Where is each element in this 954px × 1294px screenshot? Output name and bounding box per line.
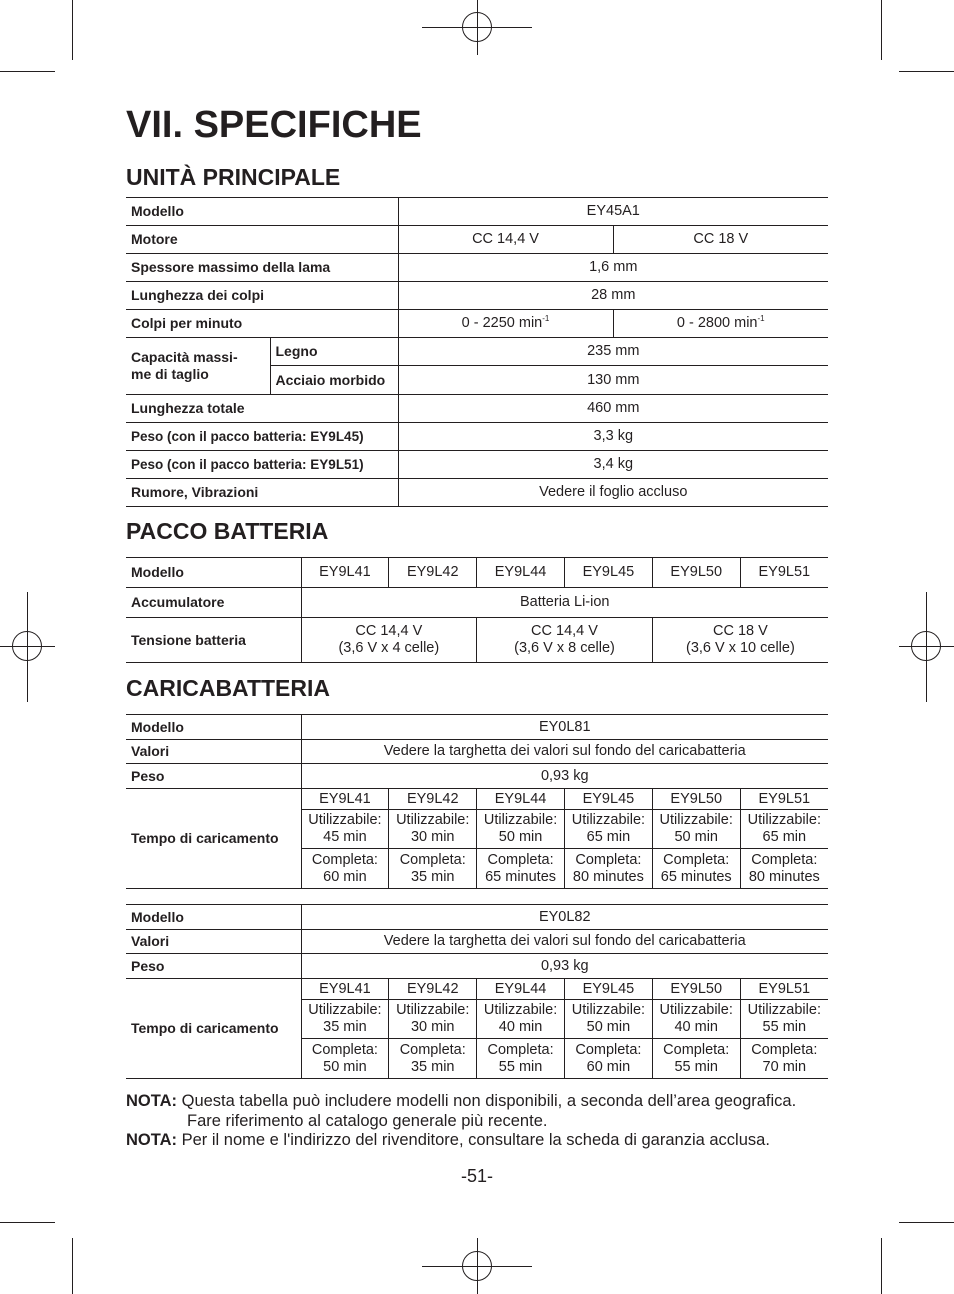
cell-value: EY9L42	[389, 558, 477, 588]
complete-time: 65 minutes	[660, 868, 732, 885]
charger-table-ey0l82	[126, 904, 828, 1079]
cell-value	[564, 1000, 652, 1039]
usable-prefix: Utilizzabile:	[396, 1002, 470, 1018]
complete-prefix: Completa:	[751, 1041, 818, 1058]
row-label: Rumore, Vibrazioni	[126, 479, 398, 507]
table-row	[126, 954, 828, 979]
cell-value: EY9L42	[389, 979, 477, 1000]
table-row	[126, 789, 828, 810]
usable-time: 50 min	[586, 1019, 631, 1035]
row-label: Modello	[126, 558, 301, 588]
cells: (3,6 V x 4 celle)	[338, 640, 440, 656]
cell-value	[652, 849, 740, 889]
usable-prefix: Utilizzabile:	[483, 812, 558, 828]
battery-table	[126, 557, 828, 663]
cell-value	[477, 1000, 565, 1039]
voltage: CC 18 V	[713, 623, 768, 639]
row-label: Valori	[126, 930, 301, 954]
row-label: Tempo di caricamento	[126, 979, 301, 1079]
cell-value	[564, 810, 652, 849]
table-row	[126, 254, 828, 282]
note-text: Per il nome e l'indirizzo del rivenditore, consultare la scheda di garanzia acclusa.	[181, 1131, 770, 1149]
complete-time: 70 min	[762, 1058, 807, 1075]
table-row	[126, 740, 828, 764]
row-label: Tempo di caricamento	[126, 789, 301, 889]
usable-prefix: Utilizzabile:	[659, 1002, 733, 1018]
main-unit-table	[126, 197, 828, 507]
row-label: Accumulatore	[126, 588, 301, 618]
cell-value	[398, 310, 613, 338]
charger-table-ey0l81	[126, 714, 828, 889]
usable-time: 50 min	[674, 829, 718, 845]
row-label: Valori	[126, 740, 301, 764]
row-label: Lunghezza dei colpi	[126, 282, 398, 310]
cell-value: EY45A1	[398, 198, 828, 226]
usable-time: 65 min	[586, 829, 631, 845]
complete-time: 65 minutes	[485, 868, 557, 885]
table-row	[126, 764, 828, 789]
cell-value: Vedere la targhetta dei valori sul fondo del caricabatteria	[301, 930, 828, 954]
cell-value	[477, 1039, 565, 1079]
row-label: Modello	[126, 198, 398, 226]
complete-prefix: Completa:	[663, 851, 730, 868]
row-sublabel: Legno	[270, 338, 398, 366]
note-label: NOTA:	[126, 1131, 178, 1149]
table-row	[126, 198, 828, 226]
table-row	[126, 588, 828, 618]
battery-heading: PACCO BATTERIA	[126, 518, 329, 544]
table-row	[126, 282, 828, 310]
cell-value	[389, 849, 477, 889]
cell-value	[301, 810, 389, 849]
note-2	[126, 1131, 770, 1150]
cell-value	[389, 1039, 477, 1079]
spm-value: 0 - 2250 min	[461, 315, 543, 331]
complete-time: 35 min	[410, 1058, 455, 1075]
note-1	[126, 1092, 796, 1111]
complete-time: 80 minutes	[748, 868, 820, 885]
complete-time: 80 minutes	[572, 868, 644, 885]
row-label: Colpi per minuto	[126, 310, 398, 338]
cell-value	[389, 810, 477, 849]
row-sublabel: Acciaio morbido	[270, 366, 398, 395]
table-row	[126, 451, 828, 479]
row-label: Modello	[126, 905, 301, 930]
row-label: Peso	[126, 764, 301, 789]
cell-value	[740, 849, 828, 889]
cell-value	[389, 1000, 477, 1039]
complete-prefix: Completa:	[399, 851, 466, 868]
complete-prefix: Completa:	[487, 851, 554, 868]
complete-prefix: Completa:	[311, 851, 378, 868]
row-label: Lunghezza totale	[126, 395, 398, 423]
cell-value	[564, 849, 652, 889]
cell-value: EY9L44	[477, 979, 565, 1000]
complete-prefix: Completa:	[575, 1041, 642, 1058]
cell-value: 3,3 kg	[398, 423, 828, 451]
cell-value	[740, 1000, 828, 1039]
cell-value	[652, 1039, 740, 1079]
voltage: CC 14,4 V	[531, 623, 598, 639]
main-unit-heading: UNITÀ PRINCIPALE	[126, 164, 341, 190]
exponent: -1	[757, 314, 765, 323]
row-label: Peso (con il pacco batteria: EY9L45)	[126, 423, 398, 451]
table-row	[126, 395, 828, 423]
cell-value	[652, 618, 828, 663]
cell-value: EY9L44	[477, 558, 565, 588]
cell-value	[613, 310, 828, 338]
page-number: -51-	[460, 1166, 493, 1186]
row-label: Capacità massi-me di taglio	[126, 338, 270, 395]
cell-value: 0,93 kg	[301, 764, 828, 789]
usable-prefix: Utilizzabile:	[483, 1002, 558, 1018]
complete-time: 55 min	[674, 1058, 718, 1075]
complete-time: 60 min	[323, 868, 367, 885]
cell-value: EY9L51	[740, 979, 828, 1000]
usable-time: 50 min	[498, 829, 543, 845]
cell-value: EY9L45	[564, 979, 652, 1000]
row-label: Peso	[126, 954, 301, 979]
cell-value	[740, 810, 828, 849]
usable-time: 40 min	[498, 1019, 543, 1035]
voltage: CC 14,4 V	[355, 623, 423, 639]
cell-value	[477, 849, 565, 889]
table-row	[126, 618, 828, 663]
cell-value: EY9L41	[301, 979, 389, 1000]
usable-prefix: Utilizzabile:	[571, 1002, 646, 1018]
cell-value: 0,93 kg	[301, 954, 828, 979]
table-row	[126, 715, 828, 740]
complete-prefix: Completa:	[311, 1041, 378, 1058]
cell-value: EY9L41	[301, 789, 389, 810]
row-label: Peso (con il pacco batteria: EY9L51)	[126, 451, 398, 479]
cell-value: EY9L50	[652, 789, 740, 810]
cell-value: CC 14,4 V	[398, 226, 613, 254]
usable-prefix: Utilizzabile:	[396, 812, 470, 828]
cell-value: EY9L50	[652, 979, 740, 1000]
cells: (3,6 V x 8 celle)	[514, 640, 615, 656]
cell-value: EY0L81	[301, 715, 828, 740]
cell-value: EY9L41	[301, 558, 389, 588]
cell-value: EY0L82	[301, 905, 828, 930]
cell-value	[477, 810, 565, 849]
cell-value	[301, 1000, 389, 1039]
cell-value: EY9L45	[564, 789, 652, 810]
usable-time: 55 min	[762, 1019, 807, 1035]
charger-heading: CARICABATTERIA	[126, 675, 331, 701]
cell-value: EY9L45	[564, 558, 652, 588]
complete-prefix: Completa:	[399, 1041, 466, 1058]
usable-time: 65 min	[762, 829, 807, 845]
usable-prefix: Utilizzabile:	[747, 812, 821, 828]
cell-value: Vedere la targhetta dei valori sul fondo del caricabatteria	[301, 740, 828, 764]
cells: (3,6 V x 10 celle)	[686, 640, 795, 656]
cell-value: CC 18 V	[613, 226, 828, 254]
page-title: VII. SPECIFICHE	[126, 104, 422, 146]
cell-value: Batteria Li-ion	[301, 588, 828, 618]
usable-prefix: Utilizzabile:	[308, 1002, 382, 1018]
complete-time: 50 min	[323, 1058, 367, 1075]
spm-value: 0 - 2800 min	[676, 315, 758, 331]
table-row	[126, 558, 828, 588]
table-row	[126, 310, 828, 338]
usable-time: 30 min	[410, 829, 455, 845]
note-label: NOTA:	[126, 1092, 178, 1110]
cell-value	[740, 1039, 828, 1079]
complete-time: 55 min	[498, 1058, 543, 1075]
complete-prefix: Completa:	[487, 1041, 554, 1058]
cell-value: EY9L51	[740, 789, 828, 810]
table-row	[126, 905, 828, 930]
cell-value	[301, 618, 477, 663]
table-row	[126, 930, 828, 954]
exponent: -1	[542, 314, 550, 323]
row-label: Tensione batteria	[126, 618, 301, 663]
usable-prefix: Utilizzabile:	[308, 812, 382, 828]
cell-value	[652, 1000, 740, 1039]
note-text: Fare riferimento al catalogo generale più recente.	[187, 1112, 548, 1130]
complete-time: 35 min	[410, 868, 455, 885]
table-row	[126, 338, 828, 366]
complete-prefix: Completa:	[663, 1041, 730, 1058]
cell-value: EY9L50	[652, 558, 740, 588]
note-text: Questa tabella può includere modelli non disponibili, a seconda dell’area geografica.	[181, 1092, 797, 1110]
table-row	[126, 226, 828, 254]
row-label: Spessore massimo della lama	[126, 254, 398, 282]
note-1-continued	[187, 1112, 547, 1131]
usable-time: 35 min	[323, 1019, 367, 1035]
usable-time: 30 min	[410, 1019, 455, 1035]
cell-value: 28 mm	[398, 282, 828, 310]
cell-value	[301, 849, 389, 889]
usable-prefix: Utilizzabile:	[659, 812, 733, 828]
complete-time: 60 min	[586, 1058, 631, 1075]
cell-value: 3,4 kg	[398, 451, 828, 479]
table-row	[126, 979, 828, 1000]
cell-value	[652, 810, 740, 849]
cell-value: EY9L51	[740, 558, 828, 588]
usable-time: 45 min	[323, 829, 367, 845]
cell-value	[301, 1039, 389, 1079]
cell-value: 130 mm	[398, 366, 828, 395]
cell-value: Vedere il foglio accluso	[398, 479, 828, 507]
table-row	[126, 423, 828, 451]
table-row	[126, 479, 828, 507]
usable-prefix: Utilizzabile:	[747, 1002, 821, 1018]
cell-value: EY9L42	[389, 789, 477, 810]
cell-value	[564, 1039, 652, 1079]
complete-prefix: Completa:	[751, 851, 818, 868]
usable-prefix: Utilizzabile:	[571, 812, 646, 828]
cell-value: 1,6 mm	[398, 254, 828, 282]
complete-prefix: Completa:	[575, 851, 642, 868]
row-label: Modello	[126, 715, 301, 740]
cell-value: 235 mm	[398, 338, 828, 366]
cell-value: EY9L44	[477, 789, 565, 810]
usable-time: 40 min	[674, 1019, 718, 1035]
cell-value: 460 mm	[398, 395, 828, 423]
row-label: Motore	[126, 226, 398, 254]
cell-value	[477, 618, 653, 663]
